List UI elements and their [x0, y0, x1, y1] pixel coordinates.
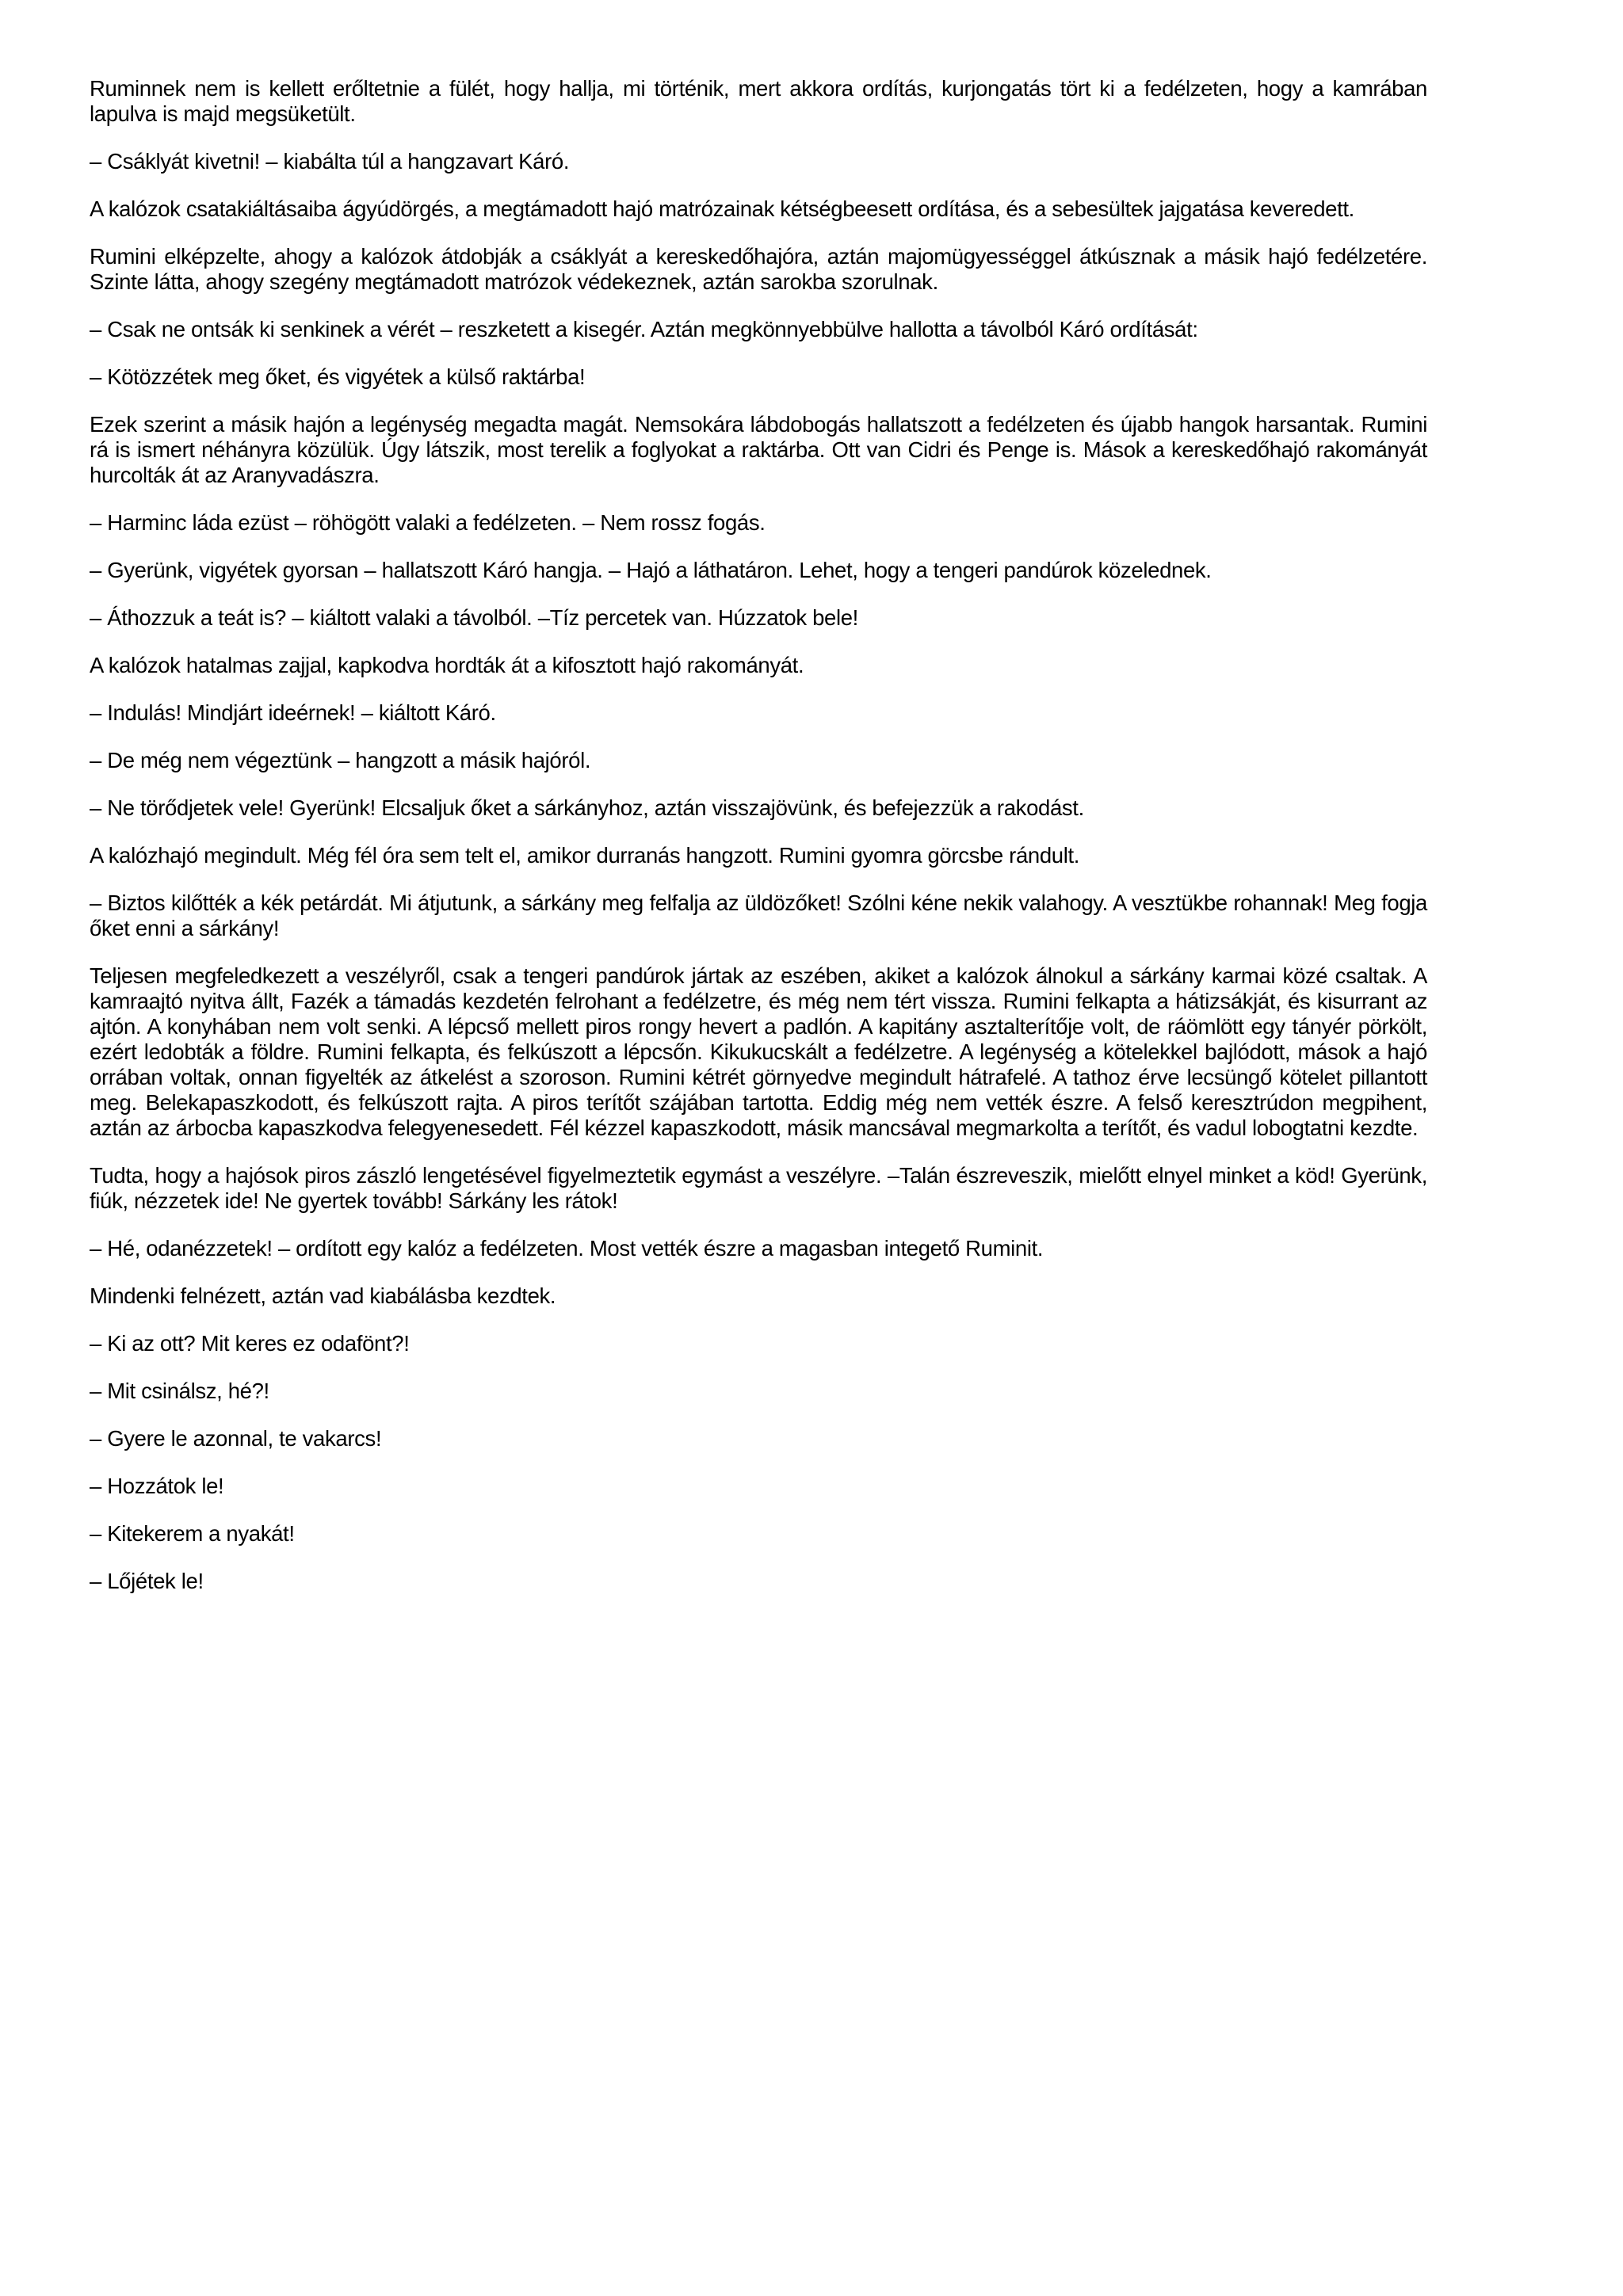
- paragraph: – Áthozzuk a teát is? – kiáltott valaki a távolból. –Tíz percetek van. Húzzatok bele!: [90, 605, 858, 630]
- paragraph: Ruminnek nem is kellett erőltetnie a fülét, hogy hallja, mi történik, mert akkora ordítás, kurjongatás tört ki a fedélzeten, hogy a kamrában lapulva is majd megsüketült.: [90, 76, 1427, 126]
- paragraph: – Biztos kilőtték a kék petárdát. Mi átjutunk, a sárkány meg felfalja az üldözőket! Szólni kéne nekik valahogy. A vesztükbe rohannak! Meg fogja őket enni a sárkány!: [90, 891, 1427, 940]
- document-page: [90, 76, 1427, 1616]
- paragraph: – Hé, odanézzetek! – ordított egy kalóz a fedélzeten. Most vették észre a magasban integető Ruminit.: [90, 1236, 1044, 1261]
- paragraph: Tudta, hogy a hajósok piros zászló lengetésével figyelmeztetik egymást a veszélyre. –Talán észreveszik, mielőtt elnyel minket a köd! Gyerünk, fiúk, nézzetek ide! Ne gyertek tovább! Sárkány les rátok!: [90, 1163, 1427, 1213]
- paragraph: A kalózhajó megindult. Még fél óra sem telt el, amikor durranás hangzott. Rumini gyomra görcsbe rándult.: [90, 843, 1080, 868]
- paragraph: – Ki az ott? Mit keres ez odafönt?!: [90, 1331, 410, 1356]
- paragraph: – Gyerünk, vigyétek gyorsan – hallatszott Káró hangja. – Hajó a láthatáron. Lehet, hogy a tengeri pandúrok közelednek.: [90, 558, 1212, 582]
- paragraph: A kalózok csatakiáltásaiba ágyúdörgés, a megtámadott hajó matrózainak kétségbeesett ordítása, és a sebesültek jajgatása keveredett.: [90, 196, 1354, 221]
- paragraph: Ezek szerint a másik hajón a legénység megadta magát. Nemsokára lábdobogás hallatszott a fedélzeten és újabb hangok harsantak. Rumini rá is ismert néhányra közülük. Úgy látszik, most terelik a foglyokat a raktárba. Ott van Cidri és Penge is. Mások a kereskedőhajó rakományát hurcolták át az Aranyvadászra.: [90, 412, 1427, 487]
- paragraph: – Indulás! Mindjárt ideérnek! – kiáltott Káró.: [90, 700, 496, 725]
- paragraph: – Kitekerem a nyakát!: [90, 1521, 295, 1546]
- paragraph: Rumini elképzelte, ahogy a kalózok átdobják a csáklyát a kereskedőhajóra, aztán majomügyességgel átkúsznak a másik hajó fedélzetére. Szinte látta, ahogy szegény megtámadott matrózok védekeznek, aztán sarokba szorulnak.: [90, 244, 1427, 294]
- paragraph: – Csak ne ontsák ki senkinek a vérét – reszketett a kisegér. Aztán megkönnyebbülve hallotta a távolból Káró ordítását:: [90, 317, 1198, 341]
- paragraph: – De még nem végeztünk – hangzott a másik hajóról.: [90, 748, 591, 772]
- paragraph: – Gyere le azonnal, te vakarcs!: [90, 1426, 382, 1451]
- paragraph: – Lőjétek le!: [90, 1569, 204, 1593]
- paragraph: Teljesen megfeledkezett a veszélyről, csak a tengeri pandúrok jártak az eszében, akiket a kalózok álnokul a sárkány karmai közé csaltak. A kamraajtó nyitva állt, Fazék a támadás kezdetén felrohant a fedélzetre, és még nem tért vissza. Rumini felkapta a hátizsákját, és kisurrant az ajtón. A konyhában nem volt senki. A lépcső mellett piros rongy hevert a padlón. A kapitány asztalterítője volt, de ráömlött egy tányér pörkölt, ezért ledobták a földre. Rumini felkapta, és felkúszott a lépcsőn. Kikukucskált a fedélzetre. A legénység a kötelekkel bajlódott, mások a hajó orrában voltak, onnan figyelték az átkelést a szoroson. Rumini kétrét görnyedve megindult hátrafelé. A tathoz érve lecsüngő kötelet pillantott meg. Belekapaszkodott, és felkúszott rajta. A piros terítőt szájában tartotta. Eddig még nem vették észre. A felső keresztrúdon megpihent, aztán az árbocba kapaszkodva felegyenesedett. Fél kézzel kapaszkodott, másik mancsával megmarkolta a terítőt, és vadul lobogtatni kezdte.: [90, 963, 1427, 1140]
- paragraph: – Csáklyát kivetni! – kiabálta túl a hangzavart Káró.: [90, 149, 570, 174]
- paragraph: – Hozzátok le!: [90, 1474, 224, 1498]
- paragraph: – Kötözzétek meg őket, és vigyétek a külső raktárba!: [90, 364, 586, 389]
- paragraph: Mindenki felnézett, aztán vad kiabálásba kezdtek.: [90, 1283, 556, 1308]
- paragraph: A kalózok hatalmas zajjal, kapkodva hordták át a kifosztott hajó rakományát.: [90, 653, 804, 677]
- paragraph: – Mit csinálsz, hé?!: [90, 1379, 269, 1403]
- paragraph: – Ne törődjetek vele! Gyerünk! Elcsaljuk őket a sárkányhoz, aztán visszajövünk, és befejezzük a rakodást.: [90, 795, 1084, 820]
- paragraph: – Harminc láda ezüst – röhögött valaki a fedélzeten. – Nem rossz fogás.: [90, 510, 766, 535]
